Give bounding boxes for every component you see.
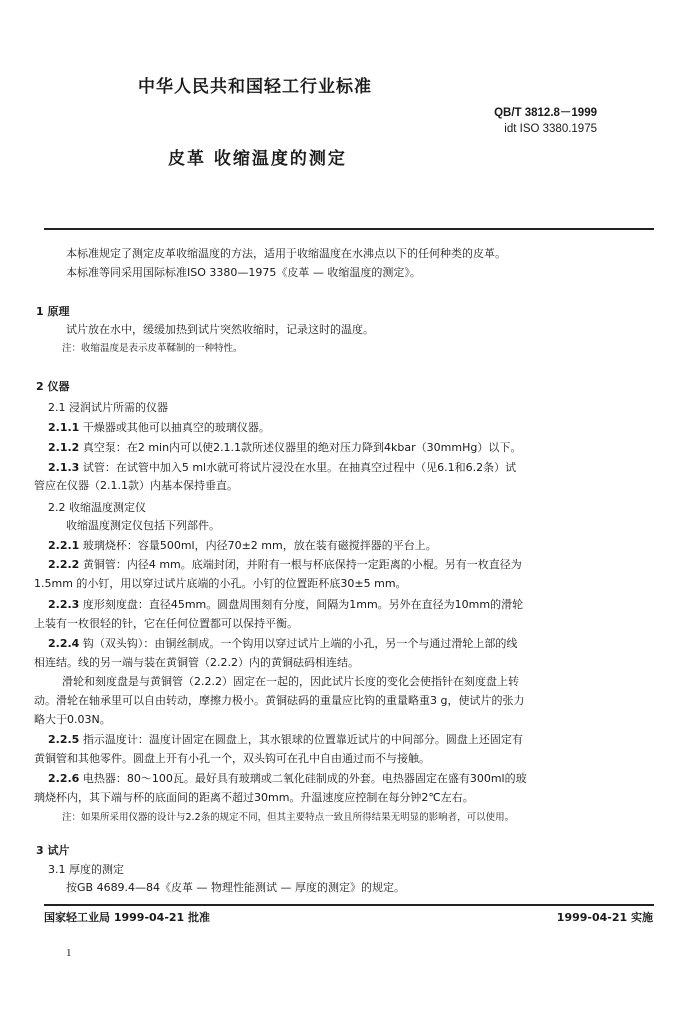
- clause-3-1: 3.1 厚度的测定: [48, 863, 124, 876]
- clause-number: 2.1.1: [48, 421, 80, 434]
- clause-2-2-2-continued: 1.5mm 的小钉，用以穿过试片底端的小孔。小钉的位置距杯底30±5 mm。: [34, 577, 407, 590]
- clause-2-2-4-line-4: 动。滑轮在轴承里可以自由转动，摩擦力极小。黄铜砝码的重量应比钩的重量略重3 g，使试片的张力: [34, 694, 525, 707]
- iso-equivalence-code: idt ISO 3380.1975: [504, 123, 597, 135]
- clause-text: 电热器：80～100瓦。最好具有玻璃或二氧化硅制成的外套。电热器固定在盛有300ml的玻: [82, 772, 527, 785]
- clause-2-2-5: [48, 732, 523, 747]
- clause-2-2: 2.2 收缩温度测定仪: [48, 501, 146, 514]
- clause-2-2-4-line-5: 略大于0.03N。: [34, 713, 111, 726]
- clause-2-2-3: [48, 597, 523, 612]
- clause-text: 真空泵：在2 min内可以使2.1.1款所述仪器里的绝对压力降到4kbar（30mmHg）以下。: [82, 441, 522, 454]
- clause-text: 黄铜管：内径4 mm。底端封闭，并附有一根与杯底保持一定距离的小棍。另有一枚直径为: [82, 558, 522, 571]
- intro-paragraph-2: 本标准等同采用国际标准ISO 3380—1975《皮革 — 收缩温度的测定》。: [66, 266, 421, 279]
- clause-2-2-2: [48, 557, 522, 572]
- section-3-heading: 3 试片: [36, 844, 70, 857]
- clause-2-2-1: [48, 538, 437, 553]
- clause-2-2-4: [48, 636, 517, 651]
- clause-2-2-4-line-2: 相连结。线的另一端与装在黄铜管（2.2.2）内的黄铜砝码相连结。: [34, 656, 359, 669]
- section-1-note: 注：收缩温度是表示皮革鞣制的一种特性。: [62, 343, 243, 354]
- clause-text: 玻璃烧杯：容量500ml，内径70±2 mm，放在装有磁搅拌器的平台上。: [82, 539, 437, 552]
- clause-2-2-6: [48, 771, 527, 786]
- section-2-heading: 2 仪器: [36, 380, 70, 393]
- clause-3-1-text: 按GB 4689.4—84《皮革 — 物理性能测试 — 厚度的测定》的规定。: [66, 881, 406, 894]
- section-2-note: 注：如果所采用仪器的设计与2.2条的规定不同，但其主要特点一致且所得结果无明显的影响者，可以使用。: [62, 812, 515, 823]
- clause-2-2-6-continued: 璃烧杯内，其下端与杯的底面间的距离不超过30mm。升温速度应控制在每分钟2℃左右。: [34, 791, 474, 804]
- clause-2-2-5-continued: 黄铜管和其他零件。圆盘上开有小孔一个，双头钩可在孔中自由通过而不与接触。: [34, 752, 430, 765]
- clause-number: 2.1.3: [48, 461, 80, 474]
- clause-2-1-1: [48, 420, 270, 435]
- clause-number: 2.2.6: [48, 772, 80, 785]
- clause-number: 2.2.2: [48, 558, 80, 571]
- clause-2-2-4-line-3: 滑轮和刻度盘是与黄铜管（2.2.2）固定在一起的，因此试片长度的变化会使指针在刻度盘上转: [62, 675, 519, 688]
- clause-number: 2.1.2: [48, 441, 80, 454]
- intro-paragraph-1: 本标准规定了测定皮革收缩温度的方法，适用于收缩温度在水沸点以下的任何种类的皮革。: [66, 247, 506, 260]
- clause-number: 2.2.4: [48, 637, 80, 650]
- clause-text: 度形刻度盘：直径45mm。圆盘周围刻有分度，间隔为1mm。另外在直径为10mm的滑轮: [82, 598, 524, 611]
- clause-number: 2.2.1: [48, 539, 80, 552]
- page-number: 1: [66, 947, 72, 959]
- clause-text: 钩（双头钩）：由铜丝制成。一个钩用以穿过试片上端的小孔，另一个与通过滑轮上部的线: [82, 637, 518, 650]
- document-title: 皮革 收缩温度的测定: [168, 149, 347, 169]
- clause-number: 2.2.3: [48, 598, 80, 611]
- clause-2-1-3: [48, 460, 516, 475]
- clause-text: 指示温度计：温度计固定在圆盘上，其水银球的位置靠近试片的中间部分。圆盘上还固定有: [82, 733, 523, 746]
- clause-2-1-3-continued: 管应在仪器（2.1.1款）内基本保持垂直。: [34, 479, 238, 492]
- issuing-standard-body: 中华人民共和国轻工行业标准: [138, 77, 372, 97]
- header-divider: [44, 228, 654, 230]
- clause-number: 2.2.5: [48, 733, 80, 746]
- standard-code: QB/T 3812.8－1999: [494, 107, 597, 119]
- section-1-text: 试片放在水中，缓缓加热到试片突然收缩时，记录这时的温度。: [66, 323, 374, 336]
- clause-2-1: 2.1 浸润试片所需的仪器: [48, 401, 168, 414]
- implementation-date: 1999-04-21 实施: [556, 911, 653, 924]
- clause-2-1-2: [48, 440, 521, 455]
- clause-text: 试管：在试管中加入5 ml水就可将试片浸没在水里。在抽真空过程中（见6.1和6.2条）试: [82, 461, 517, 474]
- clause-text: 干燥器或其他可以抽真空的玻璃仪器。: [82, 421, 270, 434]
- clause-2-2-text: 收缩温度测定仪包括下列部件。: [66, 519, 220, 532]
- footer-divider: [44, 904, 654, 906]
- section-1-heading: 1 原理: [36, 305, 70, 318]
- approval-date: 国家轻工业局 1999-04-21 批准: [44, 911, 211, 924]
- clause-2-2-3-continued: 上装有一枚很轻的针，它在任何位置都可以保持平衡。: [34, 617, 298, 630]
